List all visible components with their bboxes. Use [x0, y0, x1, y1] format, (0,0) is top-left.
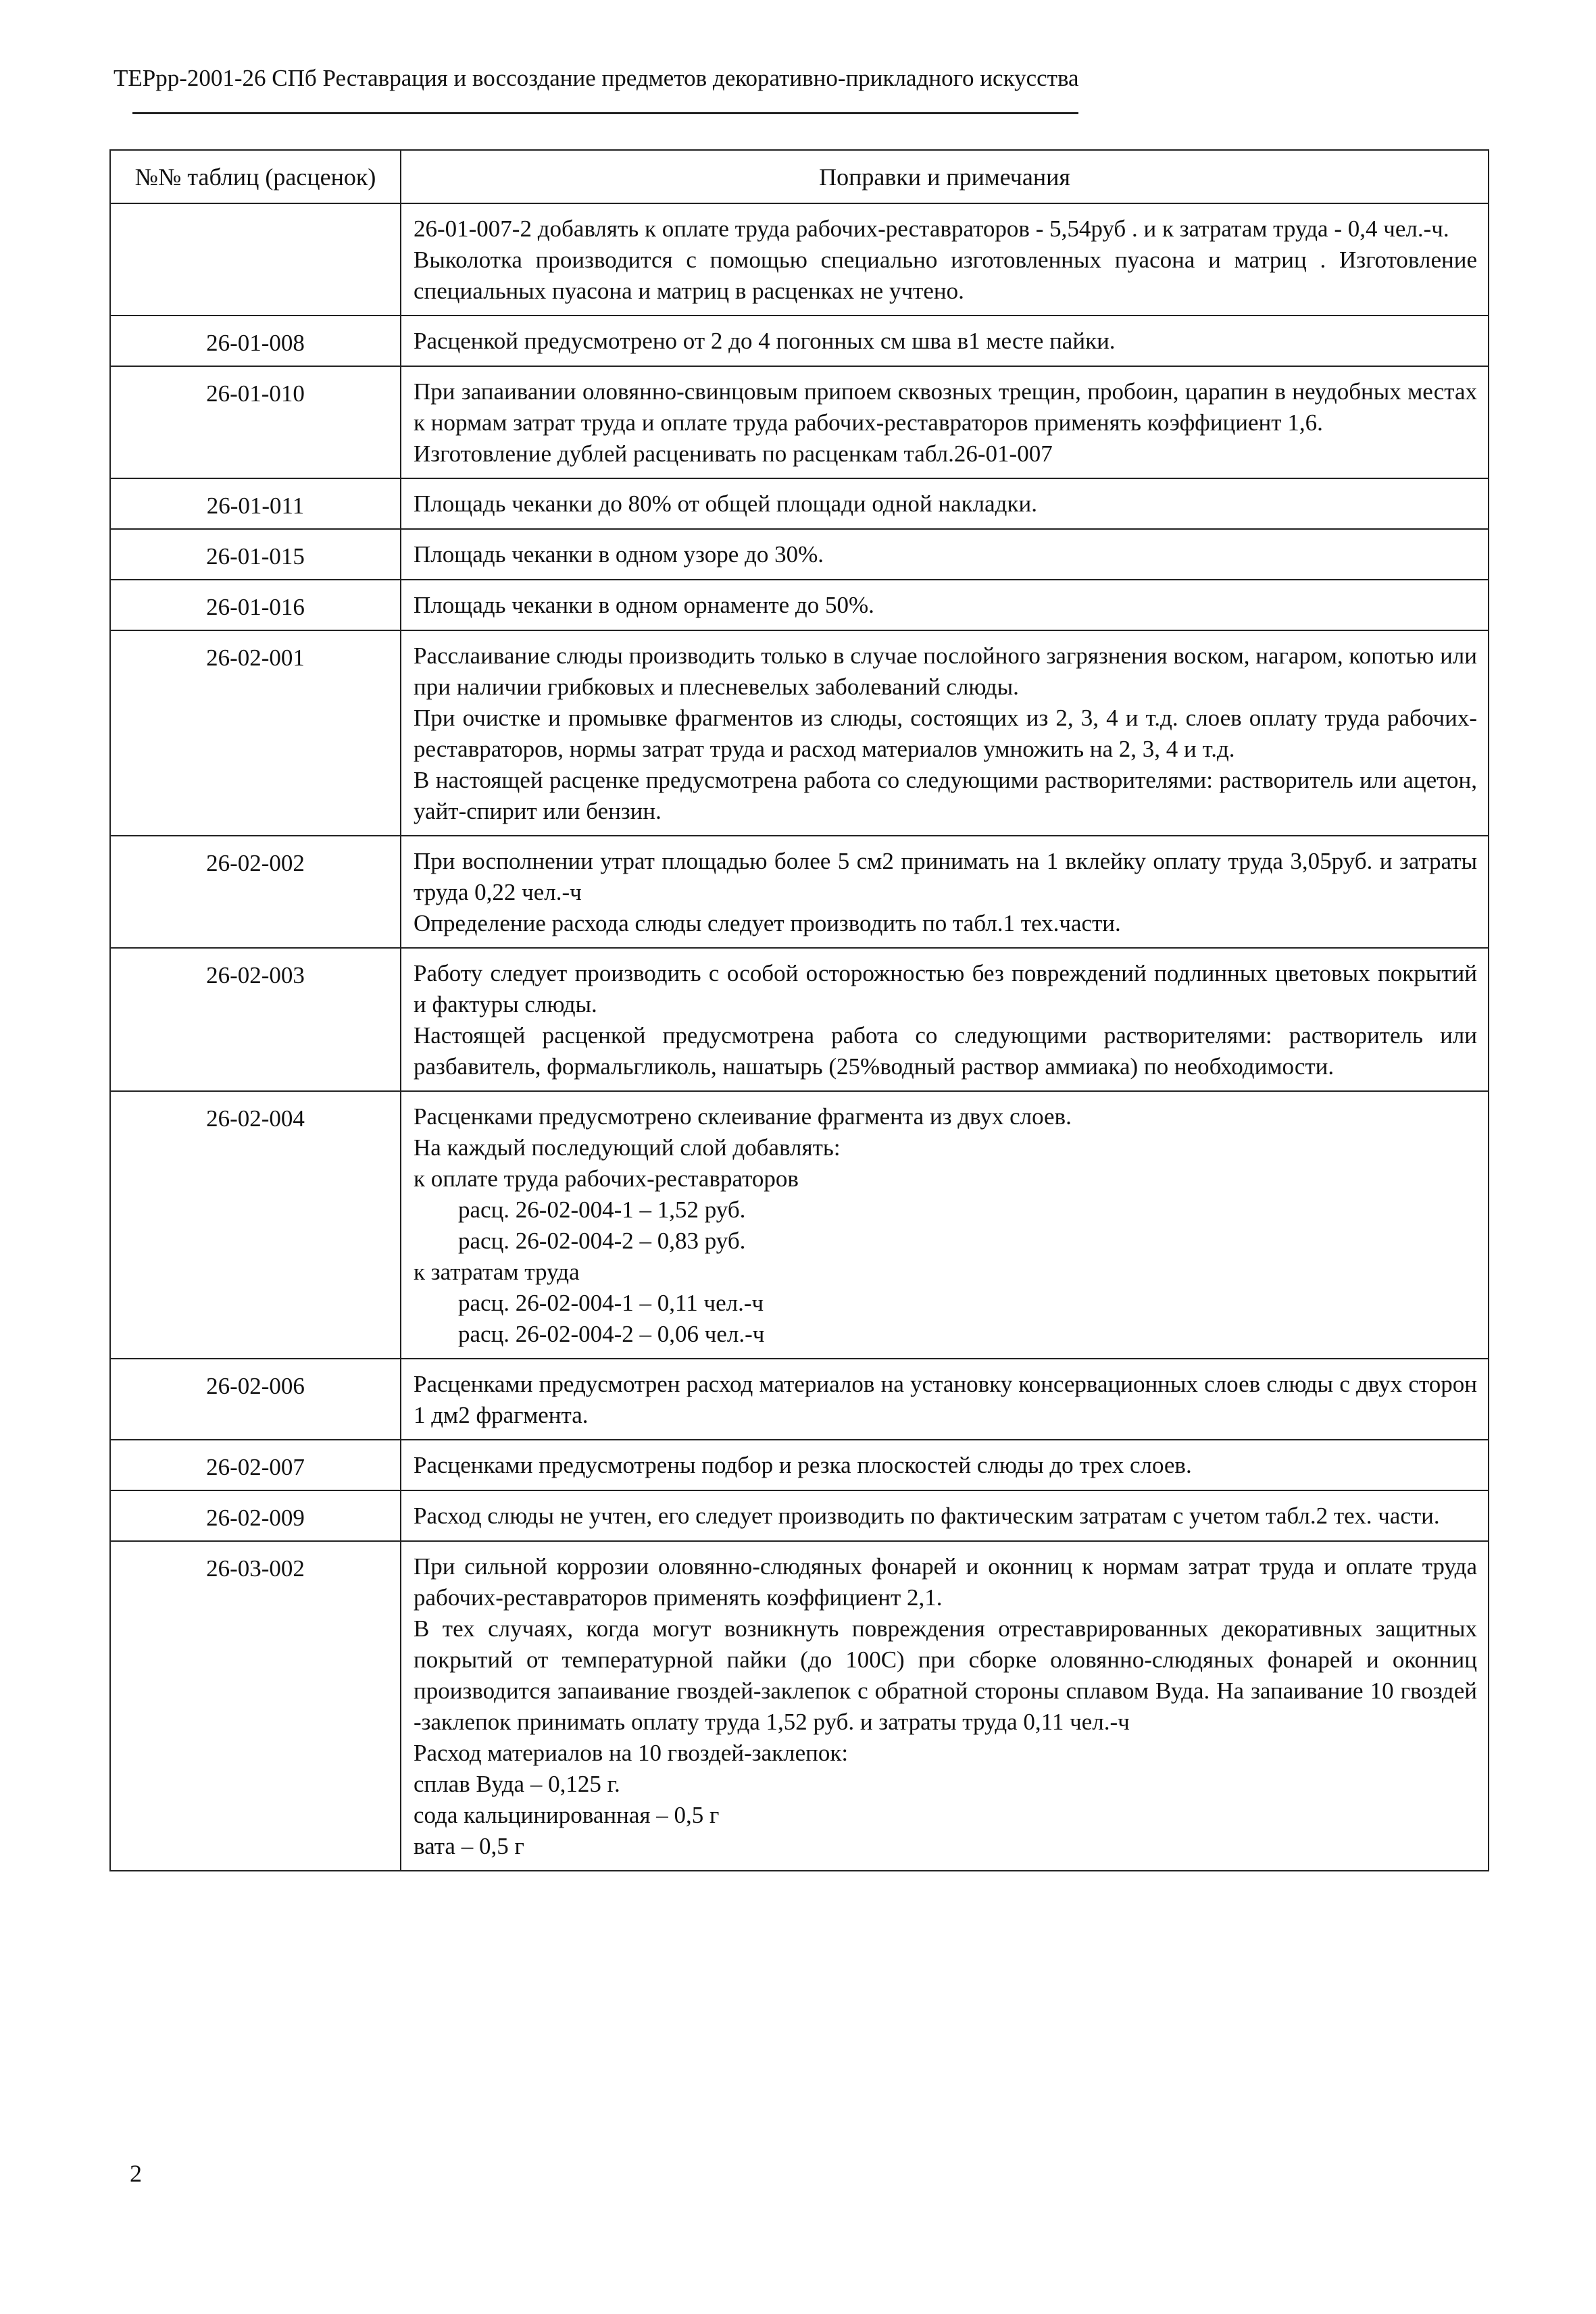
table-notes-cell [401, 203, 1489, 316]
table-code-cell: 26-02-009 [110, 1490, 401, 1541]
table-code-cell: 26-02-003 [110, 948, 401, 1091]
note-line: Расход материалов на 10 гвоздей-заклепок: [414, 1740, 849, 1766]
table-notes-cell [401, 580, 1489, 630]
document-header: ТЕРрр-2001-26 СПб Реставрация и воссоздание предметов декоративно-прикладного искусства [114, 65, 1079, 91]
note-line: Расценкой предусмотрено от 2 до 4 погонных см шва в1 месте пайки. [414, 328, 1116, 354]
header-underline [132, 112, 1078, 114]
table-notes-cell [401, 1490, 1489, 1541]
note-line: Площадь чеканки до 80% от общей площади одной накладки. [414, 491, 1037, 517]
table-notes-cell [401, 630, 1489, 836]
table-notes-cell [401, 948, 1489, 1091]
note-line: расц. 26-02-004-2 – 0,06 чел.-ч [458, 1321, 765, 1347]
table-code-cell: 26-02-002 [110, 836, 401, 948]
note-line: Площадь чеканки в одном узоре до 30%. [414, 541, 824, 568]
table-code-cell: 26-01-010 [110, 366, 401, 478]
table-code-cell: 26-03-002 [110, 1541, 401, 1871]
table-notes-cell [401, 366, 1489, 478]
table-row [110, 580, 1489, 630]
table-notes-cell [401, 529, 1489, 580]
notes-table [109, 149, 1489, 1871]
table-row [110, 630, 1489, 836]
table-row [110, 203, 1489, 316]
note-line: Расценками предусмотрен расход материалов на установку консервационных слоев слюды с двух сторон 1 дм2 фрагмента. [414, 1371, 1477, 1428]
note-line: Расход слюды не учтен, его следует производить по фактическим затратам с учетом табл.2 тех. части. [414, 1503, 1440, 1529]
table-notes-cell [401, 1440, 1489, 1490]
table-notes-cell [401, 1541, 1489, 1871]
table-row [110, 366, 1489, 478]
table-code-cell: 26-02-004 [110, 1091, 401, 1359]
table-row [110, 1490, 1489, 1541]
note-line: При запаивании оловянно-свинцовым припоем сквозных трещин, пробоин, царапин в неудобных местах к нормам затрат труда и оплате труда рабочих-реставраторов применять коэффициент 1,6. [414, 378, 1477, 436]
note-line: Настоящей расценкой предусмотрена работа со следующими растворителями: растворитель или разбавитель, формальгликоль, нашатырь (25%водный раствор аммиака) по необходимости. [414, 1022, 1477, 1080]
table-row [110, 478, 1489, 529]
table-row [110, 1091, 1489, 1359]
table-notes-cell [401, 1091, 1489, 1359]
page-number: 2 [130, 2160, 142, 2187]
table-code-cell: 26-01-015 [110, 529, 401, 580]
table-row [110, 529, 1489, 580]
note-line: В настоящей расценке предусмотрена работа со следующими растворителями: растворитель или ацетон, уайт-спирит или бензин. [414, 767, 1477, 824]
table-notes-cell [401, 316, 1489, 366]
note-line: При сильной коррозии оловянно-слюдяных фонарей и оконниц к нормам затрат труда и оплате труда рабочих-реставраторов применять коэффициент 2,1. [414, 1553, 1477, 1611]
table-code-cell [110, 203, 401, 316]
note-line: Работу следует производить с особой осторожностью без повреждений подлинных цветовых покрытий и фактуры слюды. [414, 960, 1477, 1017]
note-line: расц. 26-02-004-1 – 0,11 чел.-ч [458, 1290, 764, 1316]
note-line: вата – 0,5 г [414, 1833, 524, 1859]
table-row [110, 316, 1489, 366]
note-line: Изготовление дублей расценивать по расценкам табл.26-01-007 [414, 441, 1053, 467]
table-code-cell: 26-01-016 [110, 580, 401, 630]
note-line: расц. 26-02-004-2 – 0,83 руб. [458, 1228, 746, 1254]
table-code-cell: 26-01-011 [110, 478, 401, 529]
note-line: Площадь чеканки в одном орнаменте до 50%. [414, 592, 874, 618]
table-row [110, 1541, 1489, 1871]
table-code-cell: 26-01-008 [110, 316, 401, 366]
note-line: На каждый последующий слой добавлять: [414, 1134, 841, 1161]
column-header-tables: №№ таблиц (расценок) [110, 150, 401, 203]
note-line: к затратам труда [414, 1259, 580, 1285]
note-line: Выколотка производится с помощью специально изготовленных пуасона и матриц . Изготовление специальных пуасона и матриц в расценках не учтено. [414, 247, 1477, 304]
note-line: В тех случаях, когда могут возникнуть повреждения отреставрированных декоративных защитных покрытий от температурной пайки (до 100С) при сборке оловянно-слюдяных фонарей и оконниц производится запаивание гвоздей-заклепок с обратной стороны сплавом Вуда. На запаивание 10 гвоздей -заклепок принимать оплату труда 1,52 руб. и затраты труда 0,11 чел.-ч [414, 1615, 1477, 1735]
note-line: 26-01-007-2 добавлять к оплате труда рабочих-реставраторов - 5,54руб . и к затратам труда - 0,4 чел.-ч. [414, 216, 1449, 242]
table-notes-cell [401, 478, 1489, 529]
note-line: сода кальцинированная – 0,5 г [414, 1802, 720, 1828]
note-line: Расценками предусмотрено склеивание фрагмента из двух слоев. [414, 1103, 1072, 1130]
table-notes-cell [401, 1359, 1489, 1440]
table-row [110, 1359, 1489, 1440]
table-row [110, 948, 1489, 1091]
table-code-cell: 26-02-001 [110, 630, 401, 836]
note-line: сплав Вуда – 0,125 г. [414, 1771, 620, 1797]
note-line: Определение расхода слюды следует производить по табл.1 тех.части. [414, 910, 1121, 936]
table-body [110, 203, 1489, 1871]
table-code-cell: 26-02-006 [110, 1359, 401, 1440]
table-header-row [110, 150, 1489, 203]
note-line: Расслаивание слюды производить только в случае послойного загрязнения воском, нагаром, копотью или при наличии грибковых и плесневелых заболеваний слюды. [414, 643, 1477, 700]
note-line: При восполнении утрат площадью более 5 см2 принимать на 1 вклейку оплату труда 3,05руб. и затраты труда 0,22 чел.-ч [414, 848, 1477, 905]
table-notes-cell [401, 836, 1489, 948]
note-line: расц. 26-02-004-1 – 1,52 руб. [458, 1197, 746, 1223]
table-code-cell: 26-02-007 [110, 1440, 401, 1490]
note-line: При очистке и промывке фрагментов из слюды, состоящих из 2, 3, 4 и т.д. слоев оплату труда рабочих-реставраторов, нормы затрат труда и расход материалов умножить на 2, 3, 4 и т.д. [414, 705, 1477, 762]
column-header-notes: Поправки и примечания [401, 150, 1489, 203]
note-line: Расценками предусмотрены подбор и резка плоскостей слюды до трех слоев. [414, 1452, 1192, 1478]
note-line: к оплате труда рабочих-реставраторов [414, 1165, 799, 1192]
table-row [110, 1440, 1489, 1490]
table-row [110, 836, 1489, 948]
